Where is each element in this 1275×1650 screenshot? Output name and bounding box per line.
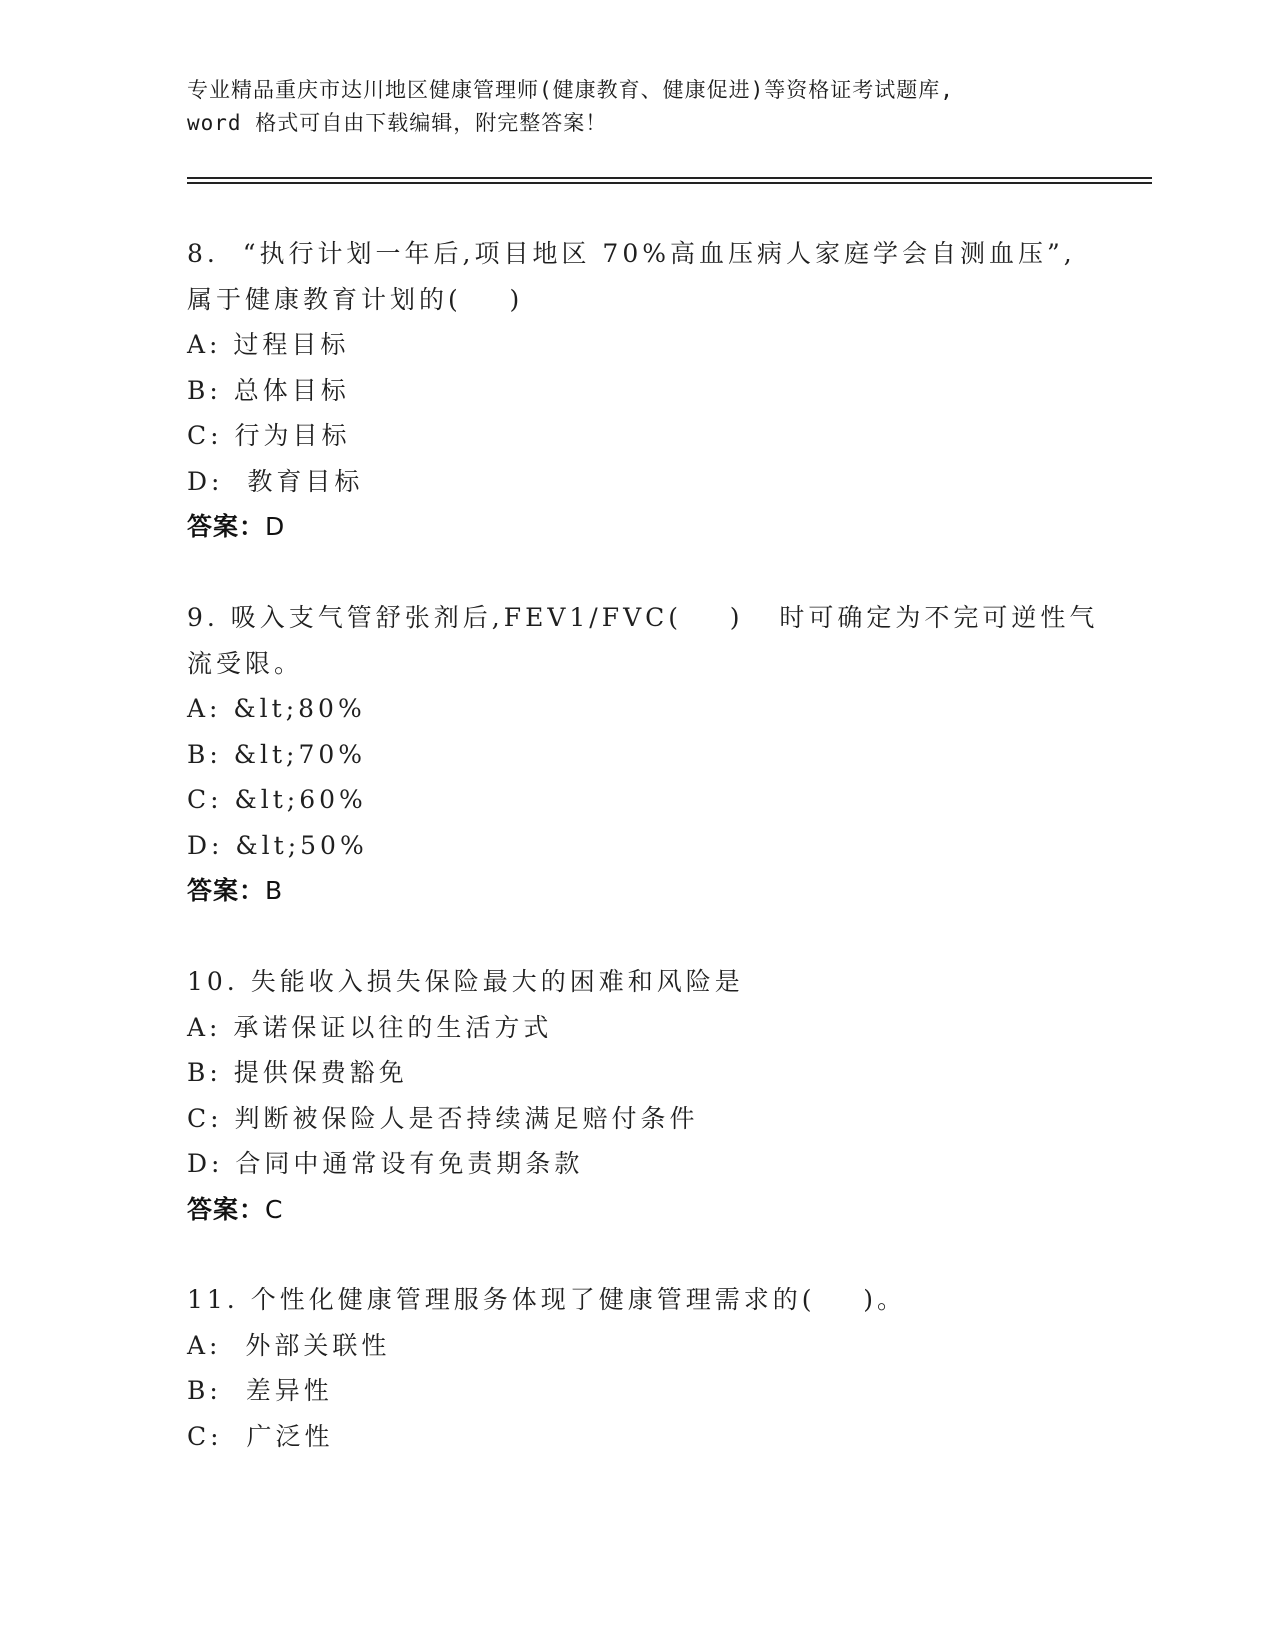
question-10 (187, 959, 1087, 1232)
option-a: A: 外部关联性 (187, 1330, 391, 1360)
question-stem-line: 9. 吸入支气管舒张剂后,FEV1/FVC( ) 时可确定为不完可逆性气 (187, 603, 1099, 632)
option-d: D: &lt;50% (187, 830, 368, 860)
answer-line (187, 868, 1087, 914)
answer-value: B (265, 876, 284, 905)
question-stem-line: 属于健康教育计划的( ) (187, 284, 524, 314)
answer-label: 答案： (187, 876, 266, 905)
answer-label: 答案： (187, 1194, 266, 1224)
header-line-1: 专业精品重庆市达川地区健康管理师(健康教育、健康促进)等资格证考试题库, (187, 78, 954, 102)
question-9 (187, 595, 1099, 914)
header-divider-bottom (187, 182, 1152, 184)
option-a: A: &lt;80% (187, 694, 366, 723)
header-divider-top (187, 177, 1152, 179)
option-c: C: &lt;60% (187, 785, 367, 814)
question-stem-line: 10. 失能收入损失保险最大的困难和风险是 (187, 967, 744, 996)
option-b: B: 总体目标 (187, 375, 350, 405)
option-a: A: 过程目标 (187, 330, 350, 359)
option-c: C: 行为目标 (187, 421, 351, 450)
question-11 (187, 1277, 1087, 1459)
answer-line (187, 504, 1087, 550)
option-c: C: 广泛性 (187, 1421, 334, 1451)
option-b: B: 提供保费豁免 (187, 1058, 408, 1087)
header-line-2: word 格式可自由下载编辑，附完整答案！ (187, 111, 608, 135)
question-8 (187, 231, 1087, 550)
answer-value: C (265, 1194, 284, 1224)
option-d: D: 教育目标 (187, 466, 364, 496)
option-b: B: &lt;70% (187, 739, 367, 769)
question-stem-line: 8. “执行计划一年后,项目地区 70%高血压病人家庭学会自测血压”, (187, 239, 1076, 268)
document-header (187, 74, 1087, 140)
question-stem-line: 流受限。 (187, 648, 304, 678)
option-a: A: 承诺保证以往的生活方式 (187, 1012, 553, 1042)
answer-line (187, 1187, 1087, 1233)
option-d: D: 合同中通常设有免责期条款 (187, 1149, 584, 1178)
answer-value: D (265, 512, 286, 541)
option-b: B: 差异性 (187, 1376, 333, 1405)
question-stem-line: 11. 个性化健康管理服务体现了健康管理需求的( )。 (187, 1285, 907, 1314)
option-c: C: 判断被保险人是否持续满足赔付条件 (187, 1103, 699, 1133)
answer-label: 答案： (187, 512, 266, 541)
